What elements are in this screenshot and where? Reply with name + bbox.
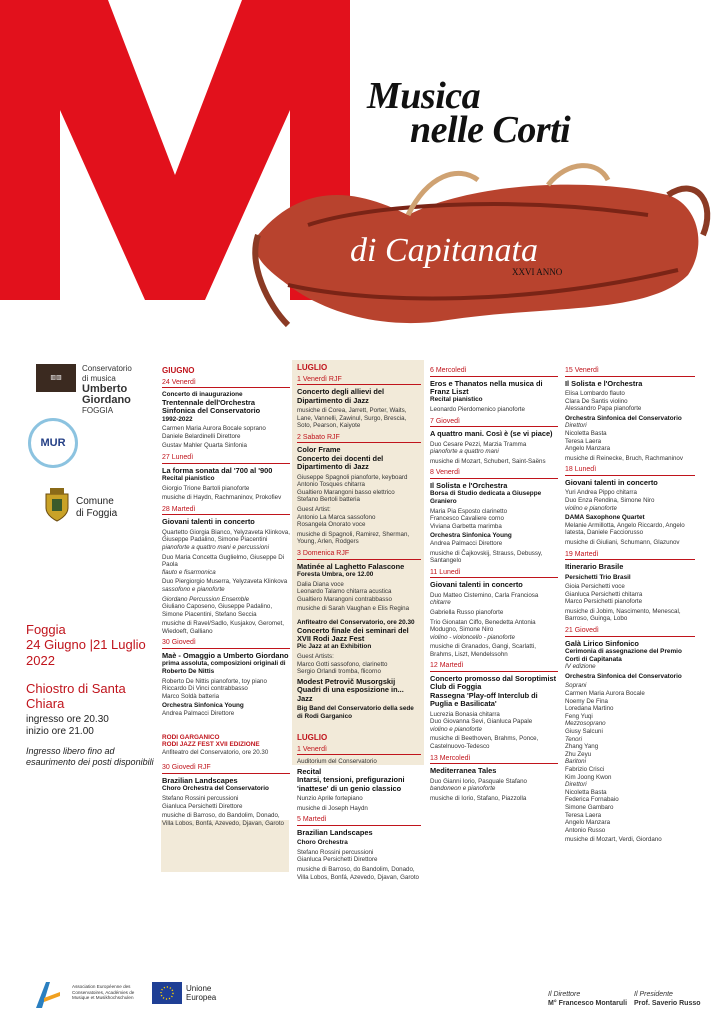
column-luglio-rjf	[297, 364, 421, 881]
performer: Kim Joong Kwon	[565, 773, 612, 781]
event-line: Cerimonia di assegnazione del Premio Corti di Capitanata	[565, 648, 682, 663]
event-line: Recital pianistico	[162, 474, 215, 482]
date-heading: 7 Giovedì	[430, 418, 558, 428]
performer: Daniele Belardinelli Direttore	[162, 432, 241, 440]
performer: Gianluca Persichetti Direttore	[297, 856, 378, 864]
program: Gustav Mahler Quarta Sinfonia	[162, 442, 247, 450]
program: musiche di Spagnoli, Ramirez, Sherman, Young, Arlen, Rodgers	[297, 530, 410, 546]
foggia-crest-icon	[44, 488, 70, 522]
performer: Marco Gotti sassofono, clarinetto	[297, 660, 388, 668]
performer: Carmen Maria Aurora Bocale soprano	[162, 425, 266, 433]
ensemble: Persichetti Trio Brasil	[565, 573, 631, 581]
column-luglio-3	[565, 367, 695, 844]
performer: Trio Gionatan Ciffo, Benedetta Antonia Modugno, Simone Niro	[430, 618, 536, 634]
event-title: Matinée al Laghetto Falascone	[297, 561, 405, 571]
director-label: Il Direttore	[548, 991, 581, 998]
program: musiche di Reinecke, Bruch, Rachmaninov	[565, 454, 683, 462]
date-heading: 2 Sabato RJF	[297, 434, 421, 444]
event-title: Eros e Thanatos nella musica di Franz Liszt	[430, 378, 543, 396]
ensemble: Orchestra Sinfonica del Conservatorio	[565, 414, 682, 422]
ensemble: Orchestra Sinfonica del Conservatorio	[565, 672, 682, 680]
performer: Marco Soldà batteria	[162, 692, 220, 700]
venue-line: Auditorium del Conservatorio	[297, 758, 377, 766]
event-title: Recital	[297, 766, 322, 776]
performer: Riccardo Di Vinci contrabbasso	[162, 685, 248, 693]
performer: Melanie Armillotta, Angelo Riccardo, Angelo Iatesta, Daniele Facciorusso	[565, 521, 685, 537]
event-title: Il Solista e l'Orchestra	[430, 480, 508, 490]
performer: Angelo Manzara	[565, 819, 611, 827]
director-signature	[548, 990, 627, 1008]
program: musiche di Beethoven, Brahms, Ponce, Castelnuovo-Tedesco	[430, 735, 539, 751]
mur-logo: MUR	[28, 418, 78, 468]
event-title: Maè - Omaggio a Umberto Giordano	[162, 651, 289, 661]
conservatorio-building-icon: ▥▥	[36, 364, 76, 392]
ensemble: Giordano Percussion Ensemble	[162, 595, 250, 603]
performer: Gianluca Persichetti chitarra	[565, 590, 643, 598]
date-heading: 28 Martedì	[162, 506, 290, 516]
event-title: Giovani talenti in concerto	[430, 580, 523, 590]
performer: Antonio Tosques chitarra	[297, 481, 365, 489]
performer: Stefano Bertoli batteria	[297, 496, 360, 504]
performer: Andrea Palmacci Direttore	[430, 539, 503, 547]
date-heading: 12 Martedì	[430, 662, 558, 672]
ensemble: Big Band del Conservatorio della sede di Rodi Garganico	[297, 704, 414, 720]
festival-title: RODI JAZZ FEST XVII EDIZIONE	[162, 741, 260, 749]
date-heading: 13 Mercoledì	[430, 755, 558, 765]
performer: Federica Fornabaio	[565, 796, 619, 804]
instruments: sassofono e pianoforte	[162, 585, 225, 593]
date-heading: 21 Giovedì	[565, 627, 695, 637]
role-label: Mezzosoprano	[565, 720, 606, 728]
date-heading: 30 Giovedì RJF	[162, 764, 290, 774]
footer	[0, 968, 717, 1024]
program: musiche di Granados, Gangi, Scarlatti, Brahms, Liszt, Mendelssohn	[430, 643, 536, 658]
program: musiche di Mozart, Schubert, Saint-Saëns	[430, 457, 546, 465]
performer: Carmen Maria Aurora Bocale	[565, 690, 645, 698]
date-heading: 5 Martedì	[297, 816, 421, 826]
comune-line2: di Foggia	[76, 508, 118, 519]
performer: Duo Cesare Pezzi, Marzia Tramma	[430, 440, 527, 448]
event-title: Trentennale dell'Orchestra Sinfonica del Conservatorio	[162, 397, 261, 416]
event-title: Giovani talenti in concerto	[162, 517, 255, 527]
month-heading: GIUGNO	[162, 366, 195, 375]
performer: Nunzio Aprile fortepiano	[297, 795, 363, 803]
performer: Elisa Lombardo flauto	[565, 390, 625, 397]
event-line: Borsa di Studio dedicata a Giuseppe Graniero	[430, 490, 542, 505]
eu-label	[186, 984, 216, 1002]
ensemble: Orchestra Sinfonica Young	[430, 532, 512, 540]
instruments: violino e pianoforte	[565, 504, 617, 512]
performer: Viviana Garbetta marimba	[430, 522, 502, 530]
performer: Giuliano Caposeno, Giuseppe Padalino, Simone Piacentini, Stefano Seccia	[162, 603, 273, 618]
program: musiche di Corea, Jarrett, Porter, Waits, Lane, Vannelli, Zawinul, Surgo, Brescia, Soto, Pearson, Kaiyote	[297, 407, 407, 430]
city-name: Foggia	[26, 622, 66, 637]
date-heading: 1 Venerdì	[297, 746, 421, 756]
event-line: Recital pianistico	[430, 396, 483, 404]
role-label: Tenori	[565, 735, 582, 743]
performer: Maria Pia Esposto clarinetto	[430, 507, 508, 515]
event-title: Concerto dei docenti del Dipartimento di Jazz	[297, 453, 384, 472]
event-title: Concerto promosso dal Soroptimist Club di Foggia	[430, 674, 557, 692]
comune-label	[76, 496, 117, 520]
role-label: Direttori	[565, 422, 587, 430]
role-label: Baritoni	[565, 758, 586, 766]
date-heading: 19 Martedì	[565, 551, 695, 561]
performer: Stefano Rossini percussioni	[297, 848, 374, 856]
performer: Fabrizio Crisci	[565, 765, 605, 773]
program: musiche di Jobim, Nascimento, Menescal, Barroso, Guinga, Lobo	[565, 607, 681, 623]
program: musiche di Čajkovskij, Strauss, Debussy, Santangelo	[430, 549, 543, 565]
event-title: Itinerario Brasile	[565, 562, 624, 572]
event-title: Concerto degli allievi del Dipartimento di Jazz	[297, 387, 385, 405]
program: musiche di Iorio, Stafano, Piazzolla	[430, 794, 527, 802]
program: musiche di Joseph Haydn	[297, 804, 368, 812]
aec-text: Association Européenne des Conservatoires, Académies de Musique et Musikhochschulen	[72, 984, 135, 1001]
instruments: violino - violoncello - pianoforte	[430, 633, 515, 641]
performer: Zhang Yang	[565, 743, 599, 751]
ensemble: Choro Orchestra	[297, 839, 348, 847]
performer: Yuri Andrea Pippo chitarra	[565, 489, 637, 497]
role-label: Soprani	[565, 682, 587, 690]
performer: Teresa Laera	[565, 437, 602, 445]
performer: Andrea Palmacci Direttore	[162, 710, 235, 718]
program: musiche di Mozart, Verdi, Giordano	[565, 836, 662, 844]
performer: Teresa Laera	[565, 811, 602, 819]
event-line: 1992-2022	[162, 415, 193, 423]
month-heading: LUGLIO	[297, 733, 328, 743]
instruments: chitarre	[430, 599, 451, 607]
instruments: violino e pianoforte	[430, 725, 482, 733]
event-title: Concerto finale dei seminari del XVII Rodi Jazz Fest	[297, 625, 409, 643]
venue-line: Foresta Umbra, ore 12.00	[297, 570, 374, 578]
date-heading: 27 Lunedì	[162, 454, 290, 464]
performer: Francesco Cavaliere corno	[430, 515, 504, 523]
event-title: La forma sonata dal '700 al '900	[162, 465, 273, 475]
ensemble: Orchestra Sinfonica Young	[162, 702, 244, 710]
event-title: Brazilian Landscapes	[297, 827, 373, 837]
free-entry-note: Ingresso libero fino ad esaurimento dei posti disponibili	[26, 746, 154, 767]
program: musiche di Giuliani, Schumann, Glazunov	[565, 538, 680, 546]
performer: Lucrezia Bonasia chitarra	[430, 710, 500, 718]
performer: Leonardo Talamo chitarra acustica	[297, 588, 392, 596]
program: musiche di Barroso, do Bandolim, Donado, Villa Lobos, Bonfá, Azevedo, Djavan, Garoto	[162, 812, 284, 827]
start-time: inizio ore 21.00	[26, 726, 94, 737]
president-name: Prof. Saverio Russo	[634, 1000, 701, 1007]
performer: Nicoletta Basta	[565, 788, 607, 796]
cons-line3: Umberto	[82, 383, 128, 395]
date-heading: 30 Giovedì	[162, 639, 290, 649]
conservatorio-logo	[36, 364, 132, 415]
performer: Gualtiero Marangoni basso elettrico	[297, 488, 395, 496]
date-heading: 15 Venerdì	[565, 367, 695, 377]
title-di-capitanata: di Capitanata	[350, 232, 538, 269]
performer: Duo Enza Rendina, Simone Niro	[565, 496, 655, 504]
performer: Nicoletta Basta	[565, 429, 607, 437]
performer: Leonardo Pierdomenico pianoforte	[430, 406, 525, 413]
event-title: Galà Lirico Sinfonico	[565, 638, 639, 648]
performer: Alessandro Papa pianoforte	[565, 405, 642, 413]
left-sidebar	[0, 350, 158, 970]
performer: Gabriella Russo pianoforte	[430, 608, 504, 616]
instruments: bandoneon e pianoforte	[430, 785, 496, 793]
performer: Feng Yuqi	[565, 712, 593, 720]
rodi-background-panel	[161, 820, 289, 872]
date-heading: 1 Venerdì RJF	[297, 376, 421, 386]
event-title: Brazilian Landscapes	[162, 776, 238, 785]
program: musiche di Sarah Vaughan e Elis Regina	[297, 605, 410, 613]
eu-flag-icon	[152, 982, 182, 1004]
performer: Duo Maria Concetta Guglielmo, Giuseppe Di Paola	[162, 553, 285, 569]
date-heading: 18 Lunedì	[565, 466, 695, 476]
event-subtitle: Pic Jazz at an Exhibition	[297, 643, 372, 651]
event-title: Il Solista e l'Orchestra	[565, 378, 643, 388]
instruments: flauto e fisarmonica	[162, 568, 216, 576]
performer: Antonio La Marca sassofono	[297, 513, 376, 521]
title-nelle-corti: nelle Corti	[410, 109, 571, 151]
event-title: Color Frame	[297, 445, 341, 455]
event-title: Intarsi, tensioni, prefigurazioni 'inattese' di un genio classico	[297, 775, 405, 793]
performer: Giuseppe Spagnoli pianoforte, keyboard	[297, 473, 408, 481]
program: musiche di Barroso, do Bandolim, Donado, Villa Lobos, Bonfá, Azevedo, Djavan, Garoto	[297, 866, 419, 881]
festival-dates: 24 Giugno |21 Luglio 2022	[26, 637, 146, 668]
performer: Angelo Manzara	[565, 445, 611, 453]
event-title: A quattro mani. Così è (se vi piace)	[430, 429, 553, 439]
location-tag: RODI GARGANICO	[162, 733, 220, 741]
column-luglio-2	[430, 367, 558, 802]
event-title: Giovani talenti in concerto	[565, 477, 658, 487]
ensemble: DAMA Saxophone Quartet	[565, 514, 645, 522]
date-heading: 11 Lunedì	[430, 569, 558, 579]
program: musiche di Haydn, Rachmaninov, Prokofiev	[162, 494, 282, 502]
performer: Noemy De Fina	[565, 697, 608, 705]
role-label: Direttori	[565, 781, 587, 789]
aec-logo-icon	[30, 978, 64, 1012]
performer: Giusy Salcuni	[565, 728, 603, 735]
performer: Zhu Zeyu	[565, 750, 592, 758]
venue-name: Chiostro di Santa Chiara	[26, 681, 126, 711]
performer: Clara De Santis violino	[565, 397, 628, 405]
performer: Sergio Orlandi tromba, flicorno	[297, 668, 381, 676]
event-title: Mediterranea Tales	[430, 766, 497, 776]
performer: Roberto De Nittis pianoforte, toy piano	[162, 677, 267, 685]
cons-line5: FOGGIA	[82, 406, 114, 415]
performer: Stefano Rossini percussioni	[162, 795, 239, 802]
cons-line1: Conservatorio	[82, 364, 132, 373]
director-name: M° Francesco Montaruli	[548, 1000, 628, 1007]
cons-line2: di musica	[82, 374, 116, 383]
hero-banner	[0, 0, 717, 345]
instruments: pianoforte a quattro mani	[430, 448, 499, 456]
event-title: Rassegna 'Play-off Interclub di Puglia e Basilicata'	[430, 690, 538, 709]
column-giugno	[162, 367, 290, 827]
performer: Duo Matteo Cistemino, Carla Franciosa	[430, 591, 539, 599]
guest-label: Guest Artist:	[297, 505, 331, 513]
performer: Dalia Diana voce	[297, 580, 344, 588]
cons-line4: Giordano	[82, 394, 131, 406]
title-musica: Musica	[367, 75, 481, 117]
performer: Loredana Martino	[565, 705, 614, 713]
performer: Marco Persichetti pianoforte	[565, 598, 643, 606]
performer: Duo Piergiorgio Muserra, Yelyzaveta Klinkova	[162, 578, 288, 586]
entry-time: ingresso ore 20.30	[26, 714, 109, 725]
performer: Gioia Persichetti voce	[565, 583, 625, 591]
president-signature	[634, 990, 701, 1008]
performer: Duo Giovanna Sevi, Gianluca Papale	[430, 718, 533, 726]
performer: Duo Gianni Iorio, Pasquale Stafano	[430, 777, 527, 785]
eu-line2: Europea	[186, 993, 217, 1002]
month-heading: LUGLIO	[297, 363, 328, 372]
eu-line1: Unione	[186, 984, 212, 993]
date-heading: 24 Venerdì	[162, 379, 290, 389]
ensemble: Choro Orchestra del Conservatorio	[162, 785, 269, 793]
instruments: pianoforte a quattro mani e percussioni	[162, 543, 269, 551]
date-heading: 8 Venerdì	[430, 469, 558, 479]
performer: Gianluca Persichetti Direttore	[162, 802, 243, 810]
event-info	[26, 622, 156, 768]
event-line: prima assoluta, composizioni originali di Roberto De Nittis	[162, 660, 286, 676]
edition-line: IV edizione	[565, 663, 596, 671]
guest-label: Guest Artists:	[297, 652, 334, 660]
date-heading: 3 Domenica RJF	[297, 550, 421, 560]
performer: Giorgio Trione Bartoli pianoforte	[162, 484, 250, 492]
edition-label: XXVI ANNO	[512, 267, 563, 277]
performer: Quartetto Giorgia Bianco, Yelyzaveta Klinkova, Giuseppe Padalino, Simone Piacentini	[162, 528, 290, 544]
performer: Antonio Russo	[565, 826, 606, 834]
conservatorio-name	[82, 364, 132, 416]
performer: Simone Gambaro	[565, 803, 614, 811]
venue-line: Anfiteatro del Conservatorio, ore 20.30	[297, 618, 415, 626]
comune-line1: Comune	[76, 496, 114, 507]
venue-line: Anfiteatro del Conservatorio, ore 20.30	[162, 748, 269, 756]
date-heading: 6 Mercoledì	[430, 367, 558, 377]
performer: Gualtiero Marangoni contrabbasso	[297, 595, 392, 603]
program: musiche di Ravel/Sadlo, Kusjakov, Geromet, Wiedoeft, Galliano	[162, 620, 284, 635]
performer: Rosangela Onorato voce	[297, 521, 366, 529]
event-title: Modest Petrovič Musorgskij Quadri di una esposizione in... Jazz	[297, 676, 404, 703]
president-label: Il Presidente	[634, 991, 673, 998]
event-line: Concerto di inaugurazione	[162, 391, 243, 399]
